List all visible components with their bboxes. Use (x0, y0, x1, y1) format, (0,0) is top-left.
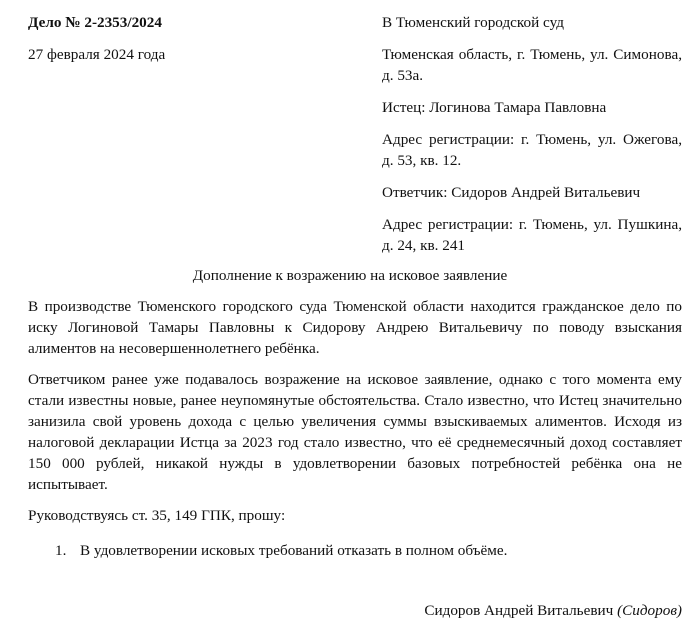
court-name: В Тюменский городской суд (382, 14, 564, 31)
list-item-text: В удовлетворении исковых требований отказать в полном объёме. (80, 542, 508, 559)
defendant-address: Адрес регистрации: г. Тюмень, ул. Пушкина, д. 24, кв. 241 (382, 216, 682, 254)
plaintiff-name: Истец: Логинова Тамара Павловна (382, 99, 607, 116)
addressee-block (382, 12, 682, 256)
body-paragraph-1: В производстве Тюменского городского суда Тюменской области находится гражданское дело по иску Логиновой Тамары Павловны к Сидорову Андрею Витальевичу по поводу взыскания алиментов на несовершеннолетнего ребёнка. (28, 298, 682, 357)
body-paragraph-3: Руководствуясь ст. 35, 149 ГПК, прошу: (28, 507, 286, 524)
document-title: Дополнение к возражению на исковое заявление (192, 267, 508, 284)
case-number: Дело № 2-2353/2024 (28, 14, 162, 31)
court-address: Тюменская область, г. Тюмень, ул. Симонова, д. 53а. (382, 46, 682, 84)
document-date: 27 февраля 2024 года (28, 46, 166, 63)
signature-handwritten: (Сидоров) (617, 602, 682, 619)
request-list (28, 540, 682, 561)
plaintiff-address: Адрес регистрации: г. Тюмень, ул. Ожегова, д. 53, кв. 12. (382, 131, 682, 169)
defendant-name: Ответчик: Сидоров Андрей Витальевич (382, 184, 641, 201)
document-body (28, 296, 682, 561)
list-item-number: 1. (55, 542, 67, 559)
signature-name: Сидоров Андрей Витальевич (424, 602, 614, 619)
body-paragraph-2: Ответчиком ранее уже подавалось возражение на исковое заявление, однако с того момента ему стали известны новые, ранее неупомянутые обстоятельства. Стало известно, что Истец значительно занизила свой уровень дохода с целью увеличения суммы взыскиваемых алиментов. Исходя из налоговой декларации Истца за 2023 год стало известно, что её среднемесячный доход составляет 150 000 рублей, никакой нужды в удовлетворении базовых потребностей ребёнка она не испытывает. (28, 371, 682, 493)
signature-line (424, 600, 682, 621)
header-left (28, 12, 328, 65)
list-item (28, 540, 682, 561)
